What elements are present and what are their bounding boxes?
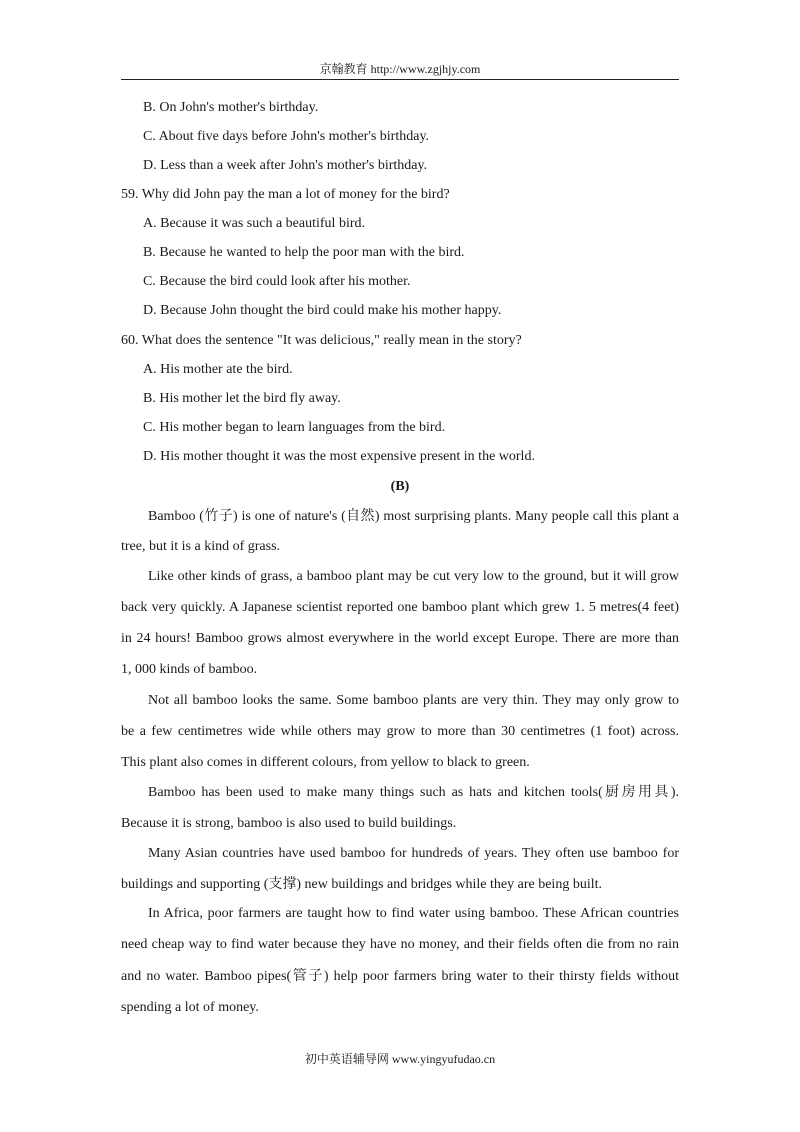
passage-line: in 24 hours! Bamboo grows almost everywhere in the world except Europe. There are more than — [121, 631, 679, 646]
passage-line: spending a lot of money. — [121, 1000, 259, 1015]
passage-line: This plant also comes in different colours, from yellow to black to green. — [121, 755, 530, 770]
passage-line: Not all bamboo looks the same. Some bamboo plants are very thin. They may only grow to — [148, 693, 679, 708]
passage-line: In Africa, poor farmers are taught how to find water using bamboo. These African countries — [148, 906, 679, 921]
passage-line: Many Asian countries have used bamboo for hundreds of years. They often use bamboo for — [148, 846, 679, 861]
passage-line: tree, but it is a kind of grass. — [121, 539, 281, 554]
passage-line: Bamboo (竹子) is one of nature's (自然) most surprising plants. Many people call this plant a — [148, 509, 679, 524]
q59-option-c: C. Because the bird could look after his mother. — [143, 274, 411, 289]
q60-option-c: C. His mother began to learn languages from the bird. — [143, 420, 446, 435]
q58-option-b: B. On John's mother's birthday. — [143, 100, 319, 115]
q59-option-b: B. Because he wanted to help the poor man with the bird. — [143, 245, 465, 260]
passage-line: be a few centimetres wide while others may grow to more than 30 centimetres (1 foot) across. — [121, 724, 679, 739]
q58-option-d: D. Less than a week after John's mother's birthday. — [143, 158, 428, 173]
passage-line: Bamboo has been used to make many things such as hats and kitchen tools(厨房用具). — [148, 785, 679, 800]
page-footer: 初中英语辅导网 www.yingyufudao.cn — [304, 1052, 496, 1066]
q58-option-c: C. About five days before John's mother's birthday. — [143, 129, 430, 144]
passage-line: 1, 000 kinds of bamboo. — [121, 662, 258, 677]
q60-option-b: B. His mother let the bird fly away. — [143, 391, 341, 406]
passage-line: Like other kinds of grass, a bamboo plant may be cut very low to the ground, but it will grow — [148, 569, 679, 584]
passage-line: need cheap way to find water because they have no money, and their fields often die from no rain — [121, 937, 679, 952]
q59-option-d: D. Because John thought the bird could make his mother happy. — [143, 303, 502, 318]
page-header: 京翰教育 http://www.zgjhjy.com — [319, 62, 481, 76]
passage-line: Because it is strong, bamboo is also used to build buildings. — [121, 816, 457, 831]
section-b-heading: (B) — [390, 479, 410, 494]
q59-option-a: A. Because it was such a beautiful bird. — [143, 216, 365, 231]
q59-question: 59. Why did John pay the man a lot of money for the bird? — [121, 187, 450, 202]
q60-question: 60. What does the sentence "It was delicious," really mean in the story? — [121, 333, 522, 348]
q60-option-a: A. His mother ate the bird. — [143, 362, 293, 377]
header-divider — [121, 79, 679, 80]
passage-line: and no water. Bamboo pipes(管子) help poor farmers bring water to their thirsty fields without — [121, 969, 679, 984]
passage-line: buildings and supporting (支撑) new buildings and bridges while they are being built. — [121, 877, 602, 892]
q60-option-d: D. His mother thought it was the most expensive present in the world. — [143, 449, 535, 464]
passage-line: back very quickly. A Japanese scientist reported one bamboo plant which grew 1. 5 metres(4 feet) — [121, 600, 679, 615]
